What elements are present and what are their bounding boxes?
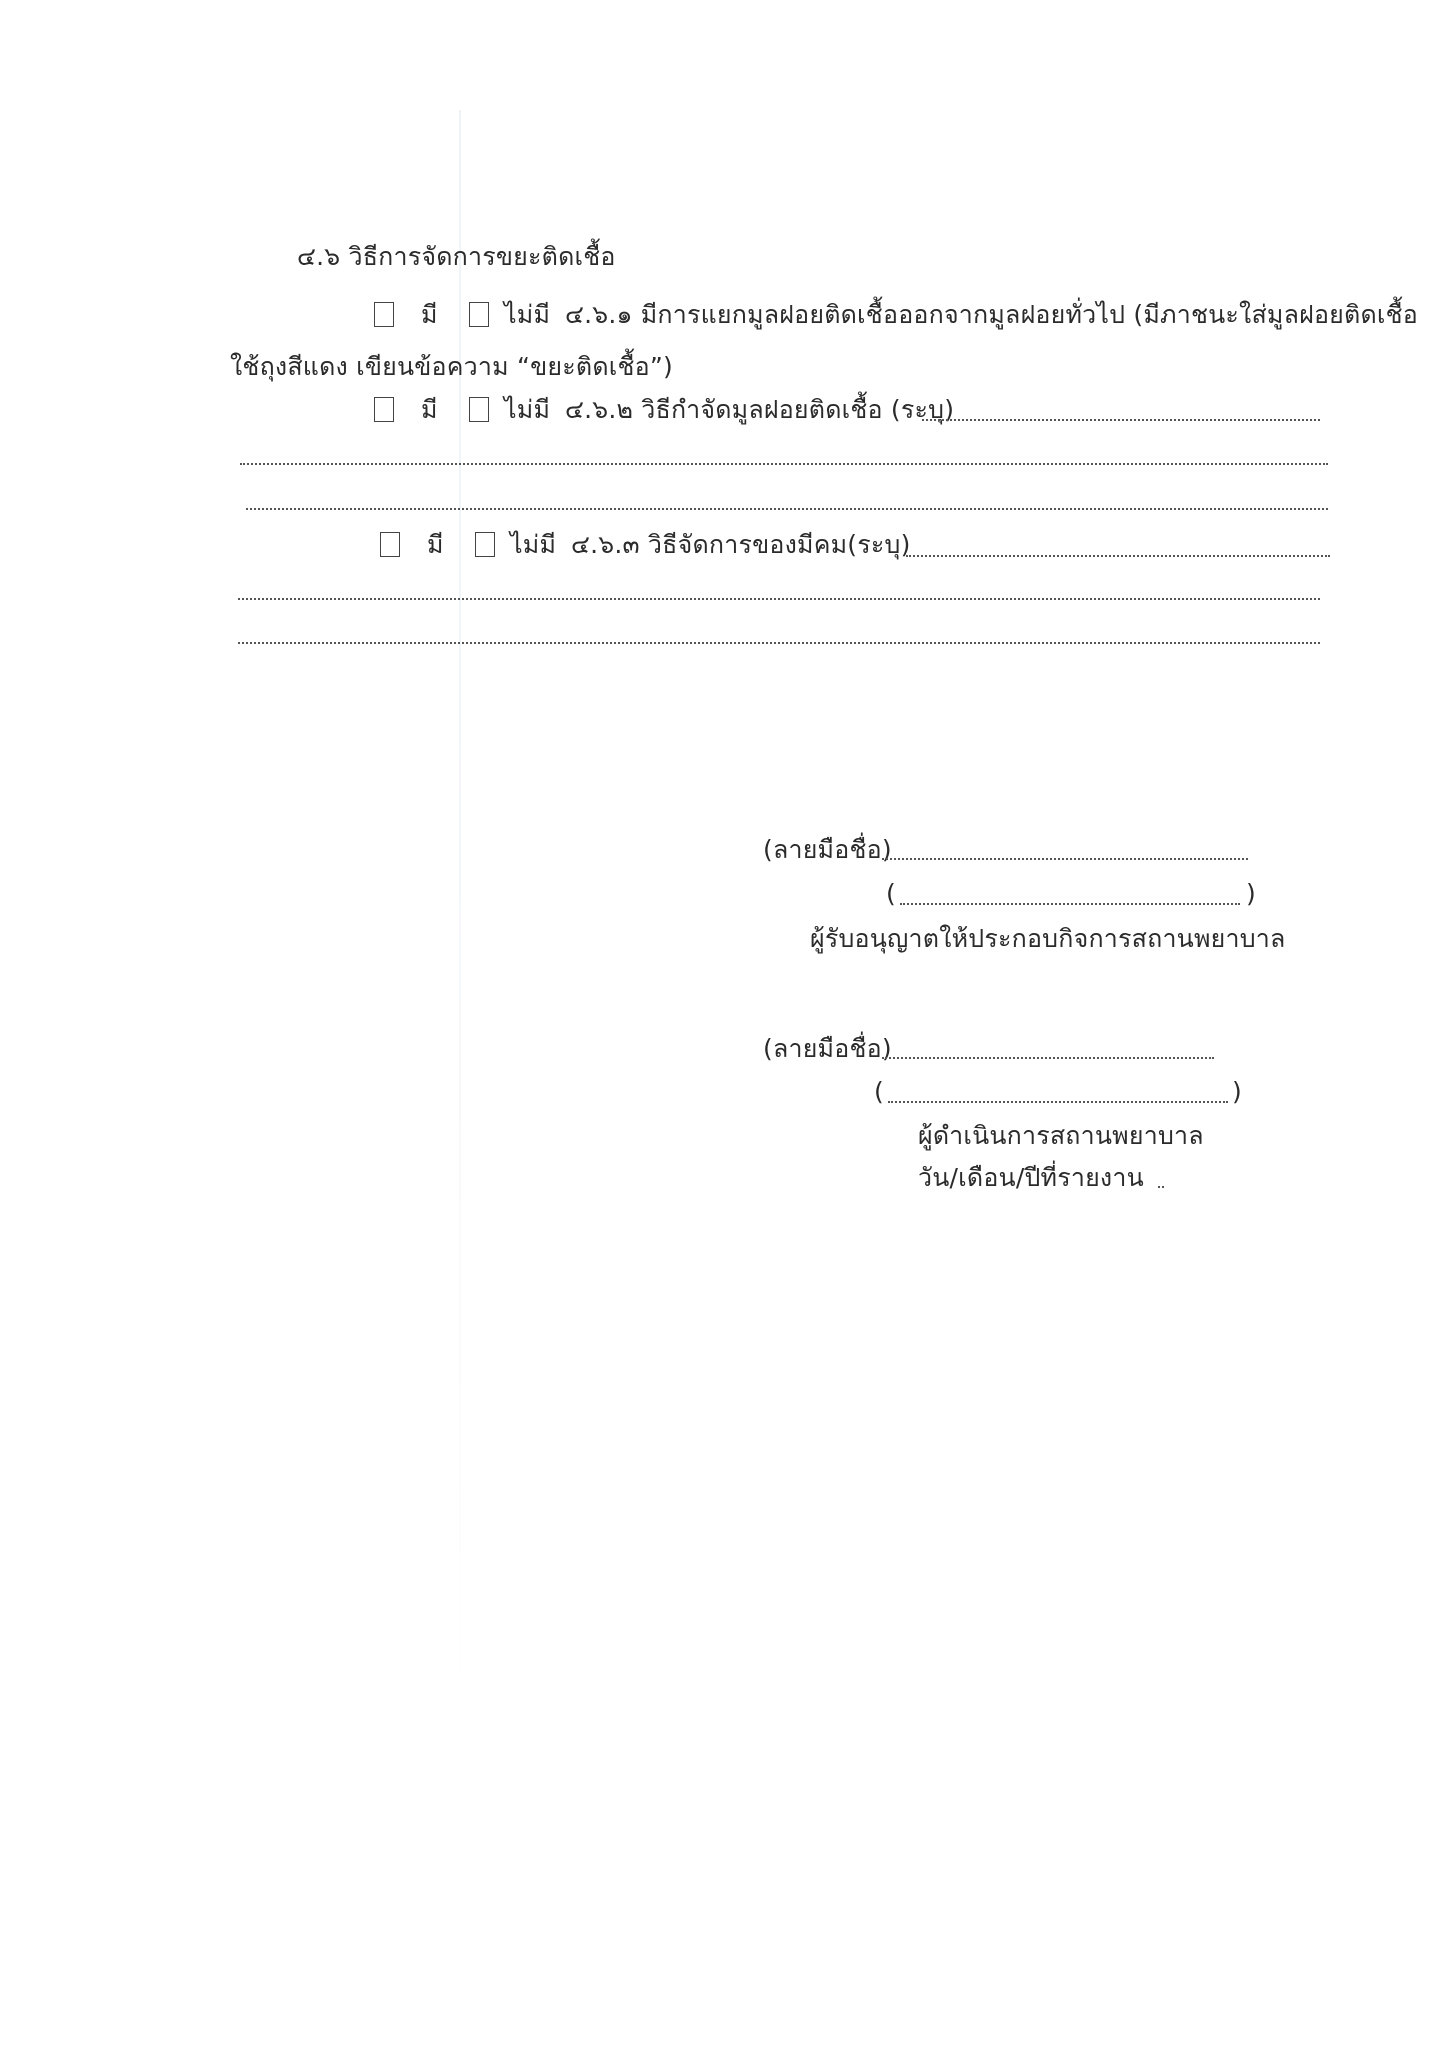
licensee-name-close-paren: ) (1246, 879, 1256, 908)
report-date-label: วัน/เดือน/ปีที่รายงาน (918, 1163, 1144, 1192)
report-date-line[interactable] (1158, 1186, 1164, 1188)
item-462-fill-line-3[interactable] (246, 508, 1328, 510)
option-yes-label: มี (421, 395, 438, 424)
operator-name-line[interactable] (888, 1101, 1228, 1103)
checkbox-462-no[interactable] (469, 397, 489, 422)
item-461-text-cont: ใช้ถุงสีแดง เขียนข้อความ “ขยะติดเชื้อ”) (230, 352, 674, 381)
operator-signature-label: (ลายมือชื่อ) (763, 1034, 892, 1063)
option-no-label: ไม่มี (504, 395, 551, 424)
licensee-name-open-paren: ( (886, 879, 896, 908)
checkbox-463-yes[interactable] (380, 532, 400, 557)
operator-name-open-paren: ( (874, 1077, 884, 1106)
licensee-signature-line[interactable] (882, 858, 1248, 860)
operator-title: ผู้ดำเนินการสถานพยาบาล (918, 1121, 1204, 1150)
operator-name-close-paren: ) (1232, 1077, 1242, 1106)
item-463-fill-line-3[interactable] (238, 642, 1320, 644)
item-462-fill-line-2[interactable] (240, 463, 1328, 465)
checkbox-462-yes[interactable] (374, 397, 394, 422)
licensee-title: ผู้รับอนุญาตให้ประกอบกิจการสถานพยาบาล (810, 924, 1286, 953)
operator-signature-line[interactable] (882, 1057, 1214, 1059)
item-463-fill-line-2[interactable] (238, 598, 1320, 600)
option-yes-label: มี (421, 300, 438, 329)
item-462-text: ๔.๖.๒ วิธีกำจัดมูลฝอยติดเชื้อ (ระบุ) (565, 395, 955, 424)
option-yes-label: มี (427, 530, 444, 559)
checkbox-461-no[interactable] (469, 302, 489, 327)
option-no-label: ไม่มี (504, 300, 551, 329)
checkbox-461-yes[interactable] (374, 302, 394, 327)
option-no-label: ไม่มี (510, 530, 557, 559)
section-heading: ๔.๖ วิธีการจัดการขยะติดเชื้อ (297, 242, 616, 271)
item-461-text: ๔.๖.๑ มีการแยกมูลฝอยติดเชื้อออกจากมูลฝอยทั่วไป (มีภาชนะใส่มูลฝอยติดเชื้อ (565, 300, 1419, 329)
item-463-text: ๔.๖.๓ วิธีจัดการของมีคม(ระบุ) (571, 530, 911, 559)
licensee-signature-label: (ลายมือชื่อ) (763, 835, 892, 864)
item-463-fill-line[interactable] (906, 555, 1330, 557)
licensee-name-line[interactable] (900, 903, 1240, 905)
checkbox-463-no[interactable] (475, 532, 495, 557)
item-462-fill-line[interactable] (922, 419, 1320, 421)
